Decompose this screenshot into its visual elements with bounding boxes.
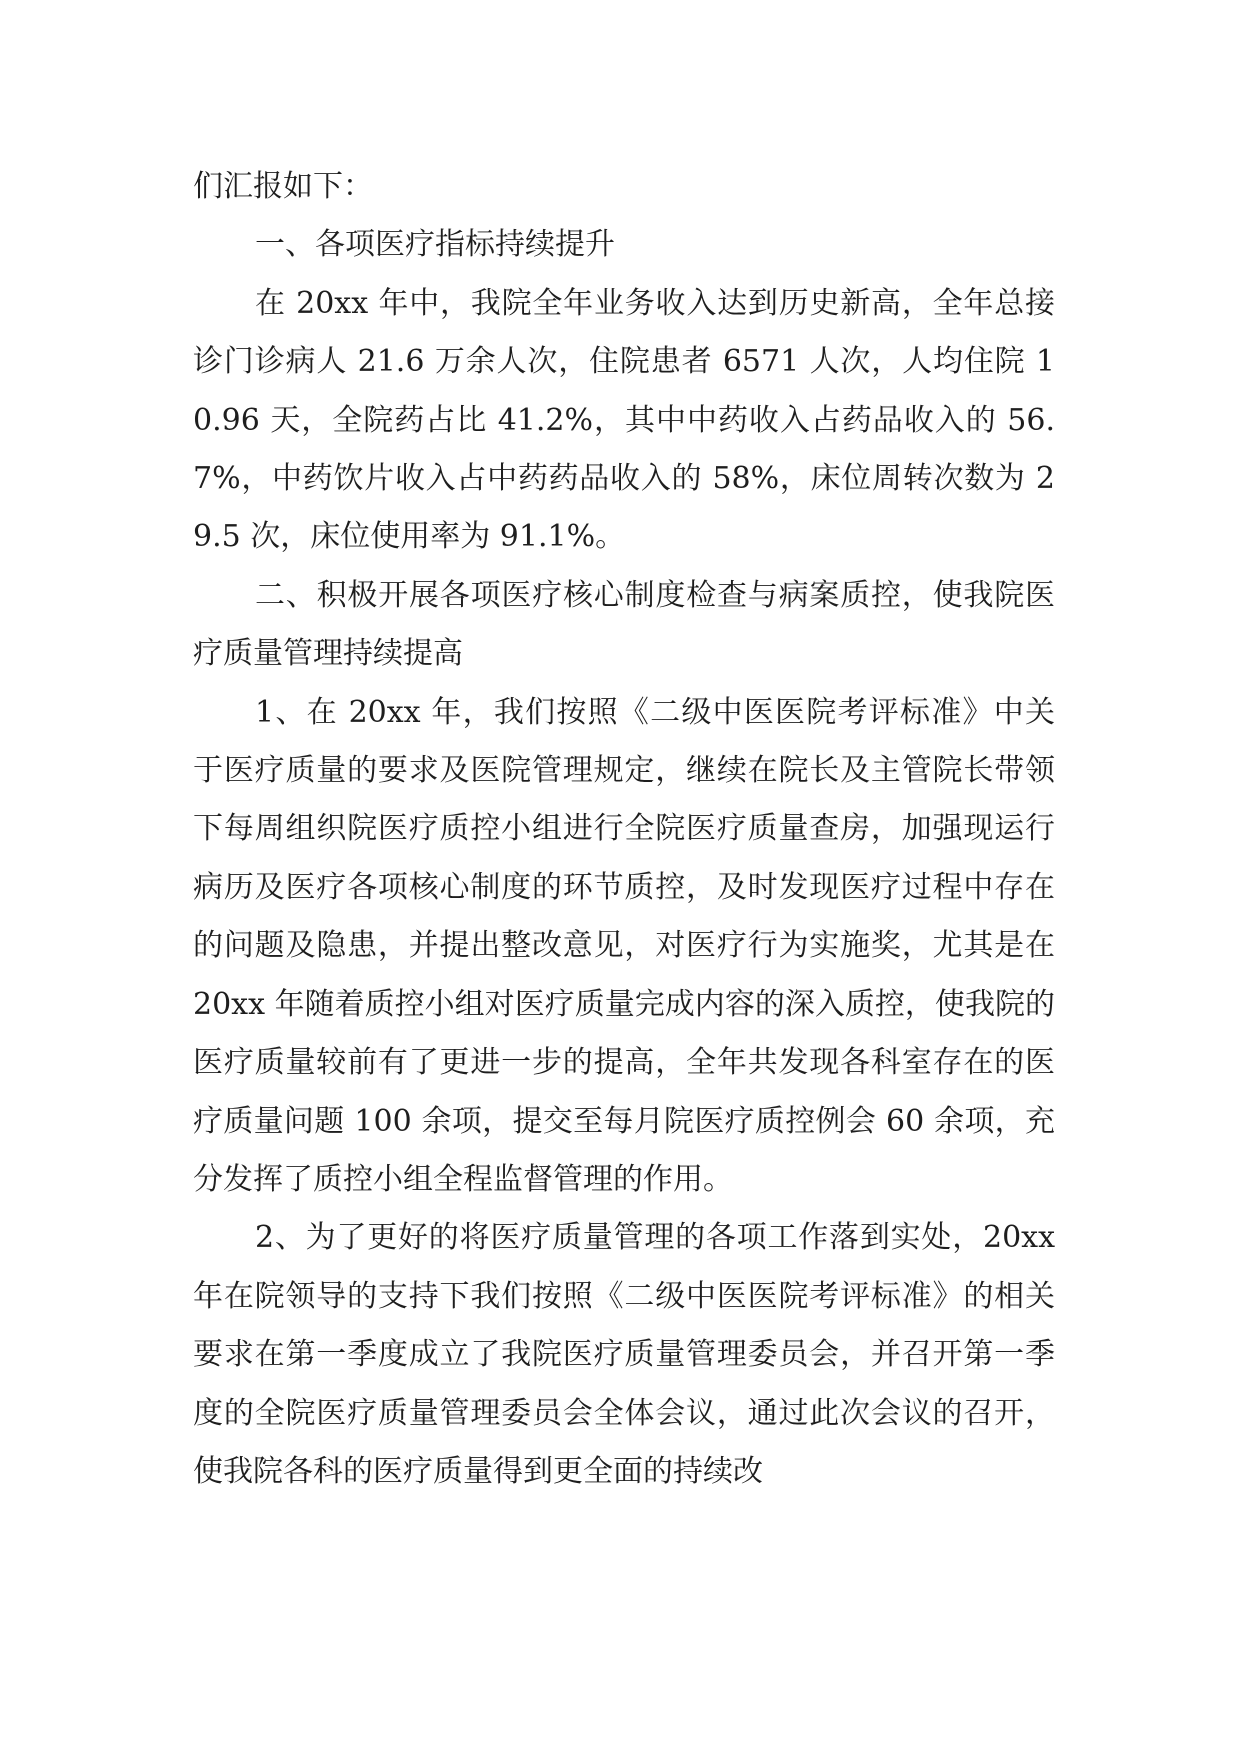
paragraph-intro: 们汇报如下： [193, 169, 373, 204]
document-body [193, 158, 1055, 1501]
section-heading-2: 二、积极开展各项医疗核心制度检查与病案质控，使我院医疗质量管理持续提高 [193, 577, 1055, 672]
section-heading-1: 一、各项医疗指标持续提升 [255, 227, 615, 263]
paragraph-item-2: 2、为了更好的将医疗质量管理的各项工作落到实处，20xx年在院领导的支持下我们按照《二级中医医院考评标准》的相关要求在第一季度成立了我院医疗质量管理委员会，并召开第一季度的全院医疗质量管理委员会全体会议，通过此次会议的召开，使我院各科的医疗质量得到更全面的持续改 [193, 1220, 1055, 1489]
paragraph-indicators: 在 20xx 年中，我院全年业务收入达到历史新高，全年总接诊门诊病人 21.6 万余人次，住院患者 6571 人次，人均住院 10.96 天，全院药占比 41.2%，其中中药收入占药品收入的 56.7%，中药饮片收入占中药药品收入的 58%，床位周转次数为 29.5 次，床位使用率为 91.1%。 [193, 285, 1055, 555]
paragraph-item-1: 1、在 20xx 年，我们按照《二级中医医院考评标准》中关于医疗质量的要求及医院管理规定，继续在院长及主管院长带领下每周组织院医疗质控小组进行全院医疗质量查房，加强现运行病历及医疗各项核心制度的环节质控，及时发现医疗过程中存在的问题及隐患，并提出整改意见，对医疗行为实施奖，尤其是在 20xx 年随着质控小组对医疗质量完成内容的深入质控，使我院的医疗质量较前有了更进一步的提高，全年共发现各科室存在的医疗质量问题 100 余项，提交至每月院医疗质控例会 60 余项，充分发挥了质控小组全程监督管理的作用。 [193, 694, 1055, 1197]
